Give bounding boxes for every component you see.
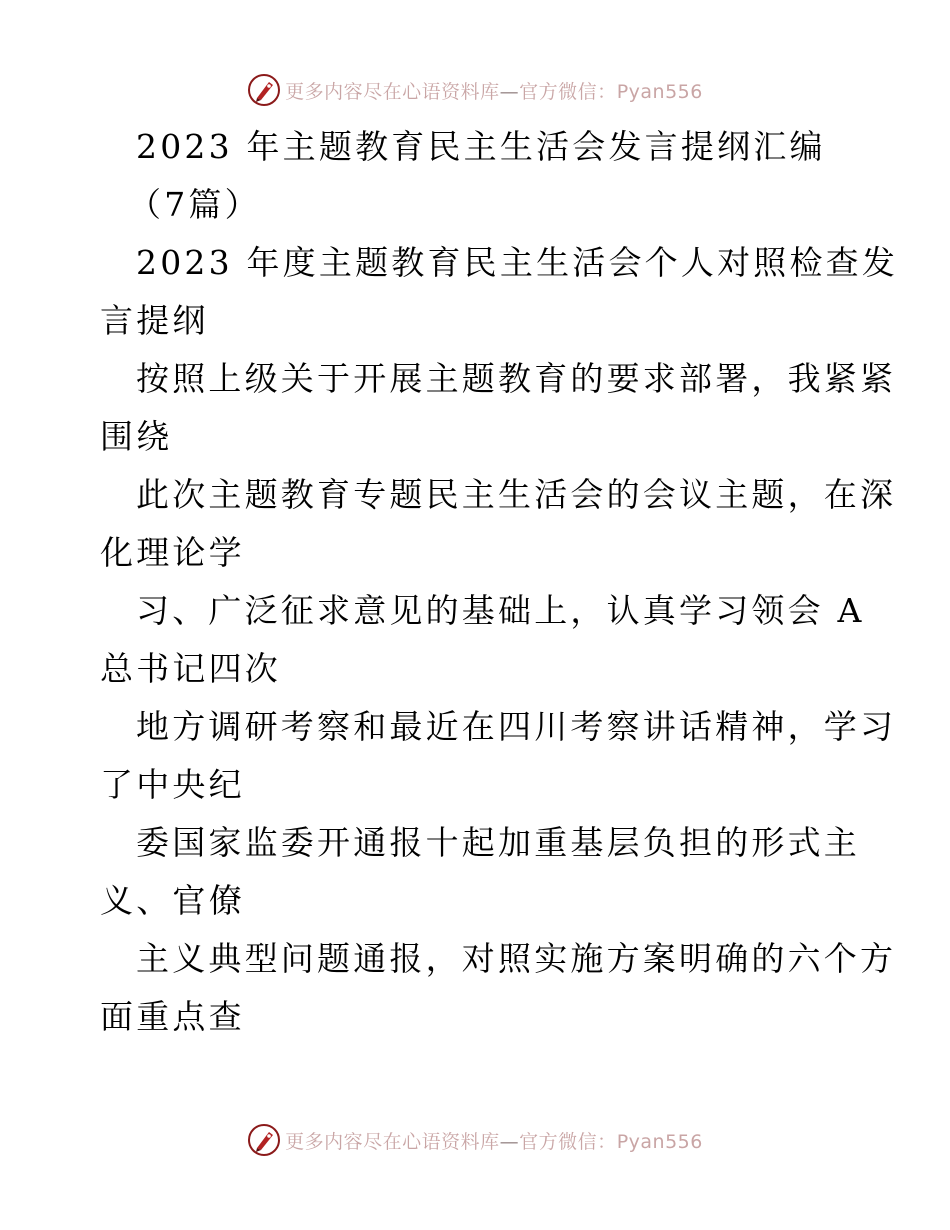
document-title-line2: （7篇） <box>128 185 261 224</box>
watermark-site-text: 更多内容尽在心语资料库 <box>285 80 500 103</box>
watermark-wechat-id: Pyan556 <box>616 1130 703 1153</box>
pen-nib-circle-icon <box>247 73 281 107</box>
watermark-wechat-id: Pyan556 <box>616 80 703 103</box>
paragraph-line: 习、广泛征求意见的基础上，认真学习领会 A <box>136 591 865 630</box>
watermark-site-text: 更多内容尽在心语资料库 <box>285 1130 500 1153</box>
document-title-line1: 2023 年主题教育民主生活会发言提纲汇编 <box>136 127 826 166</box>
paragraph-line: 围绕 <box>100 417 173 456</box>
pen-nib-circle-icon <box>247 1123 281 1157</box>
paragraph-line: 委国家监委开通报十起加重基层负担的形式主 <box>136 823 860 862</box>
watermark-dash: — <box>499 80 520 103</box>
paragraph-line: 义、官僚 <box>100 881 245 920</box>
paragraph-line: 面重点查 <box>100 997 245 1036</box>
paragraph-line: 总书记四次 <box>100 649 281 688</box>
watermark-text <box>285 1127 703 1154</box>
watermark-wechat-label: 官方微信： <box>519 1130 617 1153</box>
paragraph-line: 了中央纪 <box>100 765 245 804</box>
paragraph-line: 按照上级关于开展主题教育的要求部署，我紧紧 <box>136 359 897 398</box>
section-heading-line2: 言提纲 <box>100 301 209 340</box>
footer-watermark <box>0 1120 950 1160</box>
watermark-text <box>285 77 703 104</box>
section-heading-line1: 2023 年度主题教育民主生活会个人对照检查发 <box>136 243 899 282</box>
paragraph-line: 此次主题教育专题民主生活会的会议主题，在深 <box>136 475 897 514</box>
paragraph-line: 化理论学 <box>100 533 245 572</box>
paragraph-line: 地方调研考察和最近在四川考察讲话精神，学习 <box>136 707 897 746</box>
watermark-wechat-label: 官方微信： <box>519 80 617 103</box>
header-watermark <box>0 70 950 110</box>
watermark-dash: — <box>499 1130 520 1153</box>
paragraph-line: 主义典型问题通报，对照实施方案明确的六个方 <box>136 939 897 978</box>
